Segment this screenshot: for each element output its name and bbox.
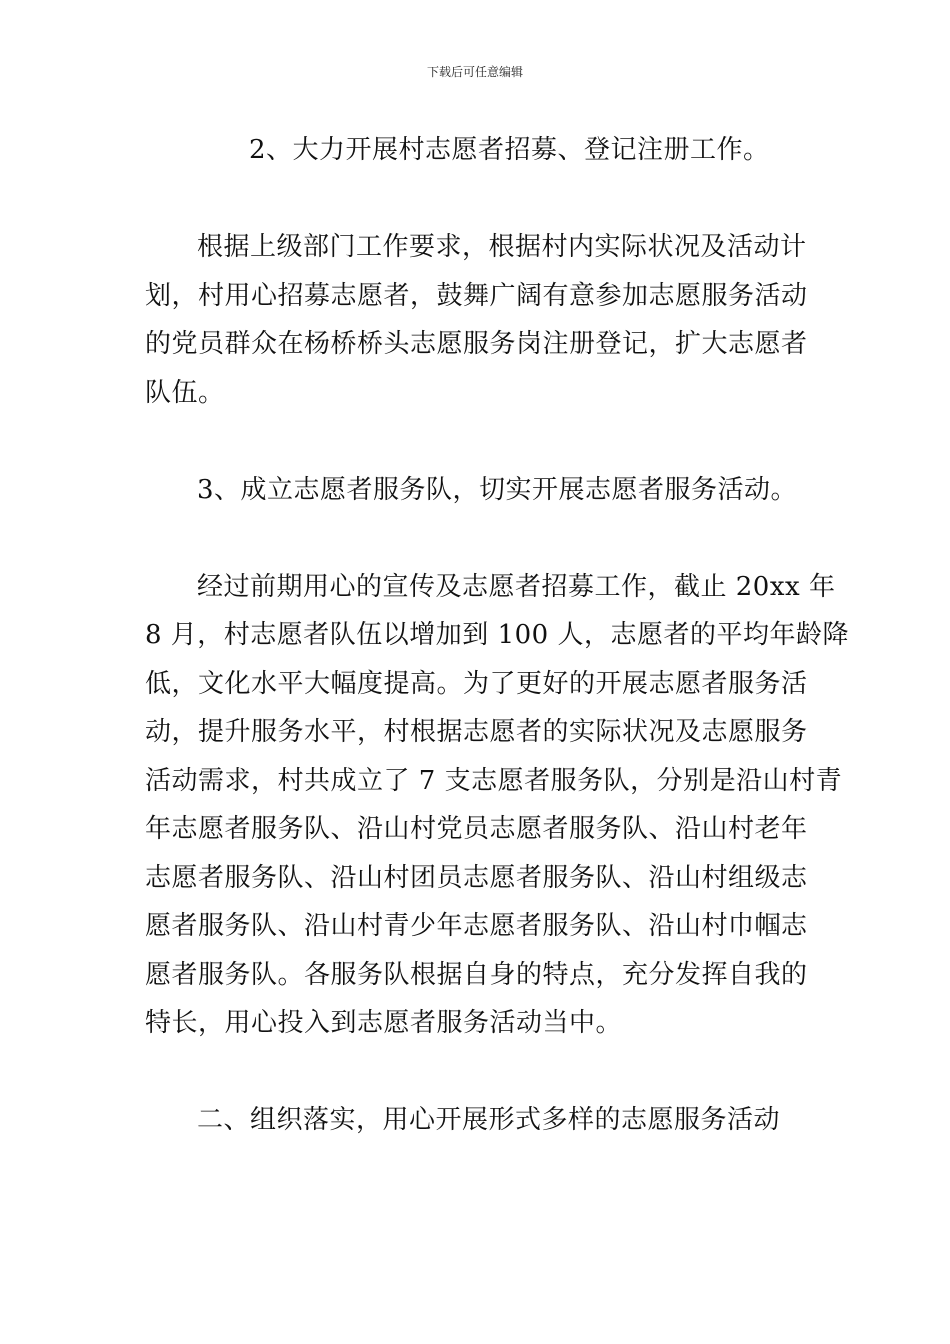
document-body: [145, 126, 849, 1145]
text-line: 8 月，村志愿者队伍以增加到 100 人，志愿者的平均年龄降: [145, 620, 849, 650]
paragraph-service-teams: [145, 563, 849, 1048]
section-heading-2: [145, 1096, 805, 1145]
text-line: 愿者服务队。各服务队根据自身的特点，充分发挥自我的: [145, 959, 808, 990]
text-line: 志愿者服务队、沿山村团员志愿者服务队、沿山村组级志: [145, 862, 808, 893]
text-line: 二、组织落实，用心开展形式多样的志愿服务活动: [197, 1105, 781, 1135]
paragraph-recruitment: [145, 223, 808, 417]
text-line: 年志愿者服务队、沿山村党员志愿者服务队、沿山村老年: [145, 814, 808, 844]
paragraph-gap: [145, 175, 805, 224]
paragraph-gap: [145, 1048, 805, 1097]
paragraph-gap: [145, 514, 805, 563]
text-line: 根据上级部门工作要求，根据村内实际状况及活动计: [197, 232, 807, 262]
paragraph-heading-3: [145, 466, 805, 515]
text-line: 动，提升服务水平，村根据志愿者的实际状况及志愿服务: [145, 717, 808, 747]
page-header: 下载后可任意编辑: [426, 65, 523, 79]
paragraph-gap: [145, 417, 805, 466]
text-line: 队伍。: [145, 377, 225, 408]
text-line: 愿者服务队、沿山村青少年志愿者服务队、沿山村巾帼志: [145, 911, 808, 941]
text-line: 低，文化水平大幅度提高。为了更好的开展志愿者服务活: [145, 668, 808, 699]
text-line: 2、大力开展村志愿者招募、登记注册工作。: [249, 135, 770, 165]
paragraph-heading-2: [145, 126, 805, 175]
text-line: 活动需求，村共成立了 7 支志愿者服务队，分别是沿山村青: [145, 765, 843, 796]
text-line: 3、成立志愿者服务队，切实开展志愿者服务活动。: [197, 474, 798, 505]
text-line: 的党员群众在杨桥桥头志愿服务岗注册登记，扩大志愿者: [145, 329, 808, 359]
text-line: 特长，用心投入到志愿者服务活动当中。: [145, 1008, 623, 1038]
text-line: 经过前期用心的宣传及志愿者招募工作，截止 20xx 年: [197, 571, 836, 602]
text-line: 划，村用心招募志愿者，鼓舞广阔有意参加志愿服务活动: [145, 280, 808, 311]
